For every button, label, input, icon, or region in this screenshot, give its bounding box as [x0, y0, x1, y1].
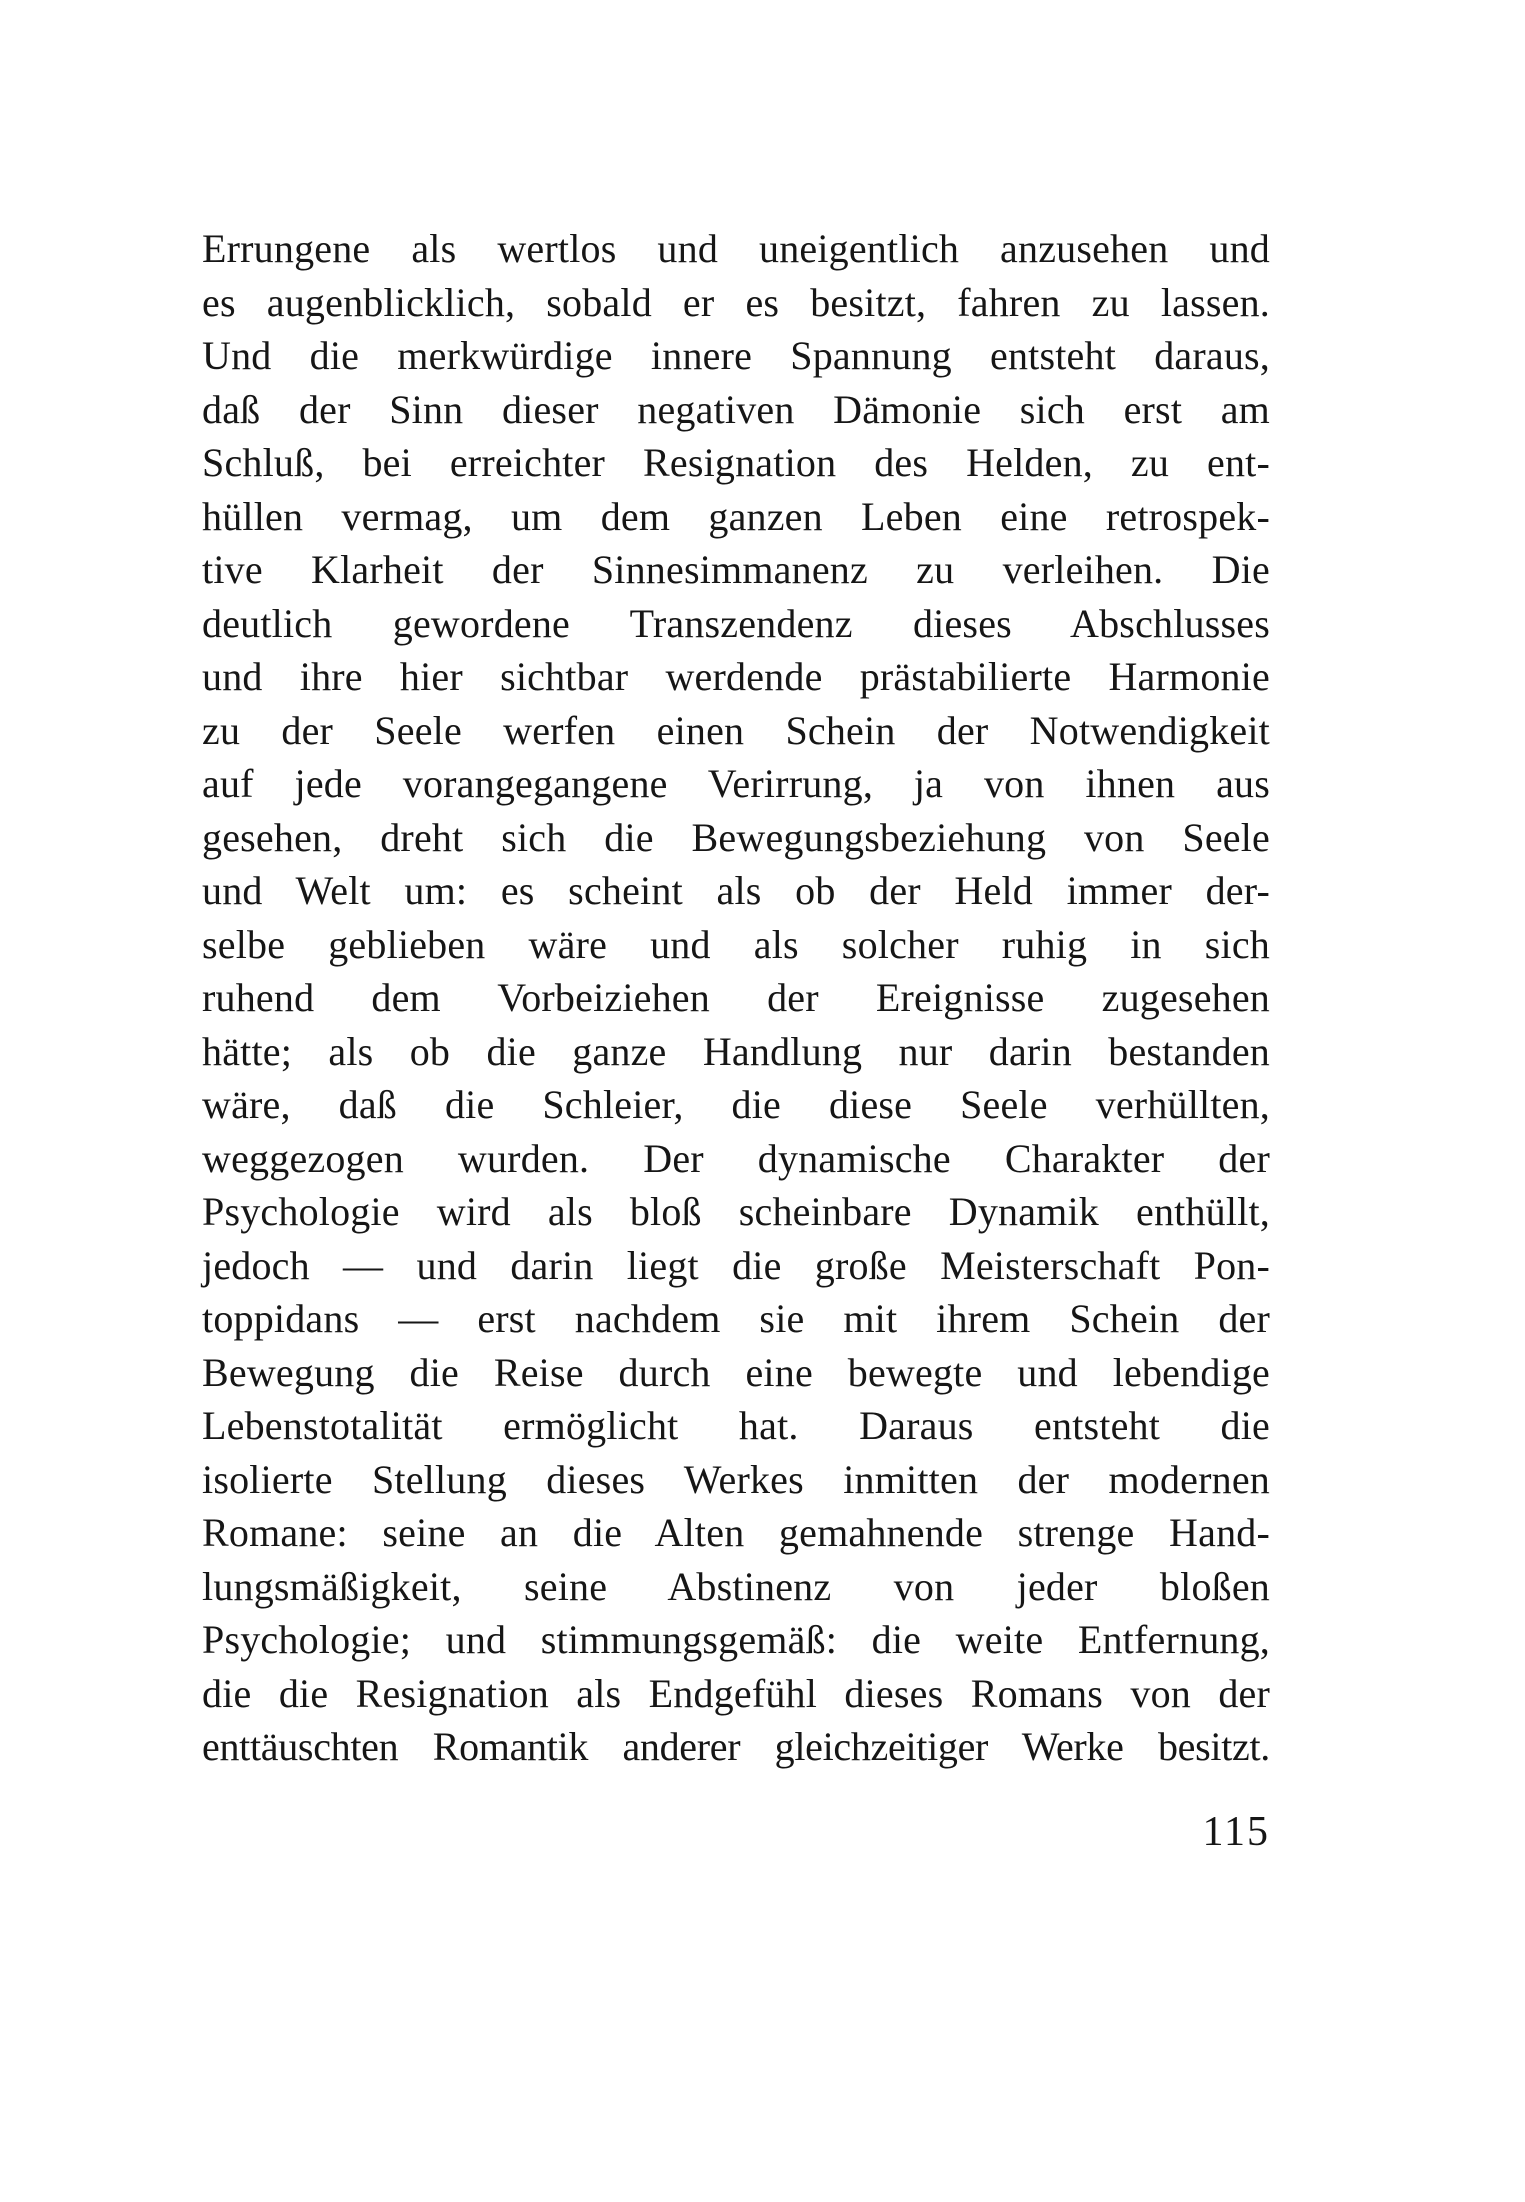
text-line: Und die merkwürdige innere Spannung entsteht daraus, — [202, 333, 1270, 378]
text-line: Errungene als wertlos und uneigentlich anzusehen und — [202, 226, 1270, 271]
text-line: isolierte Stellung dieses Werkes inmitten der modernen — [202, 1456, 1270, 1502]
text-line: hätte; als ob die ganze Handlung nur darin bestanden — [202, 1028, 1270, 1074]
text-line: tive Klarheit der Sinnesimmanenz zu verleihen. Die — [202, 547, 1270, 592]
text-line: auf jede vorangegangene Verirrung, ja von ihnen aus — [202, 761, 1270, 806]
text-line: selbe geblieben wäre und als solcher ruhig in sich — [202, 921, 1270, 967]
text-line: Bewegung die Reise durch eine bewegte und lebendige — [202, 1349, 1270, 1395]
text-line: deutlich gewordene Transzendenz dieses Abschlusses — [202, 600, 1270, 646]
body-text — [202, 222, 1270, 1774]
page-number: 115 — [1202, 1809, 1270, 1855]
text-line: zu der Seele werfen einen Schein der Notwendigkeit — [202, 707, 1270, 753]
text-line: hüllen vermag, um dem ganzen Leben eine retrospek- — [202, 493, 1270, 539]
text-line: Romane: seine an die Alten gemahnende strenge Hand- — [202, 1510, 1270, 1555]
text-line: ruhend dem Vorbeiziehen der Ereignisse zugesehen — [202, 975, 1270, 1020]
text-line: weggezogen wurden. Der dynamische Charakter der — [202, 1135, 1270, 1181]
text-line: Psychologie wird als bloß scheinbare Dynamik enthüllt, — [202, 1189, 1270, 1234]
text-line: daß der Sinn dieser negativen Dämonie sich erst am — [202, 386, 1270, 432]
text-line: es augenblicklich, sobald er es besitzt, fahren zu lassen. — [202, 279, 1270, 325]
text-line: und Welt um: es scheint als ob der Held immer der- — [202, 868, 1270, 913]
text-line: lungsmäßigkeit, seine Abstinenz von jeder bloßen — [202, 1563, 1270, 1609]
text-line: wäre, daß die Schleier, die diese Seele verhüllten, — [202, 1082, 1270, 1127]
text-line: Lebenstotalität ermöglicht hat. Daraus entsteht die — [202, 1403, 1270, 1448]
text-line: die die Resignation als Endgefühl dieses Romans von der — [202, 1670, 1270, 1716]
text-line: und ihre hier sichtbar werdende prästabilierte Harmonie — [202, 654, 1270, 699]
text-line: enttäuschten Romantik anderer gleichzeitiger Werke besitzt. — [202, 1724, 1270, 1769]
text-line: Psychologie; und stimmungsgemäß: die weite Entfernung, — [202, 1617, 1270, 1662]
text-line: gesehen, dreht sich die Bewegungsbeziehung von Seele — [202, 814, 1270, 860]
text-line: jedoch — und darin liegt die große Meisterschaft Pon- — [202, 1242, 1270, 1288]
text-line: Schluß, bei erreichter Resignation des Helden, zu ent- — [202, 440, 1270, 485]
text-line: toppidans — erst nachdem sie mit ihrem Schein der — [202, 1296, 1270, 1341]
